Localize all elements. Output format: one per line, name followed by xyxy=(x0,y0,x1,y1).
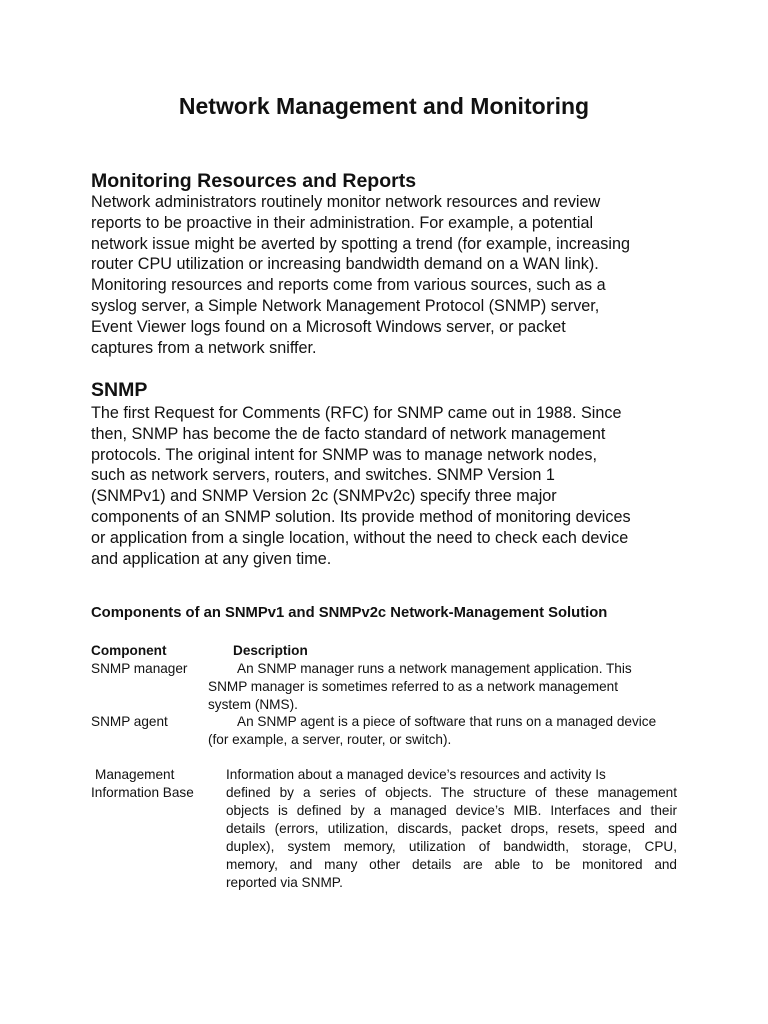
table-row-description-mib xyxy=(226,766,677,892)
paragraph-line: reports to be proactive in their administration. For example, a potential xyxy=(91,213,594,232)
paragraph-line: protocols. The original intent for SNMP was to manage network nodes, xyxy=(91,445,597,464)
paragraph-line: and application at any given time. xyxy=(91,549,332,568)
table-row-component-mib-line-2: Information Base xyxy=(91,785,194,800)
paragraph-line: Event Viewer logs found on a Microsoft Windows server, or packet xyxy=(91,317,566,336)
section-paragraph-snmp xyxy=(91,403,691,569)
paragraph-line: Monitoring resources and reports come from various sources, such as a xyxy=(91,276,606,295)
document-title: Network Management and Monitoring xyxy=(178,93,590,119)
description-line: system (NMS). xyxy=(208,697,298,712)
paragraph-line: then, SNMP has become the de facto standard of network management xyxy=(91,424,606,443)
table-caption: Components of an SNMPv1 and SNMPv2c Network-Management Solution xyxy=(91,605,608,621)
paragraph-line: (SNMPv1) and SNMP Version 2c (SNMPv2c) specify three major xyxy=(91,487,557,506)
paragraph-line: syslog server, a Simple Network Management Protocol (SNMP) server, xyxy=(91,296,600,315)
paragraph-line: network issue might be averted by spotting a trend (for example, increasing xyxy=(91,234,630,253)
paragraph-line: or application from a single location, without the need to check each device xyxy=(91,528,629,547)
table-row-description-snmp-agent xyxy=(208,713,656,749)
description-line: Information about a managed device’s resources and activity Is xyxy=(226,767,606,782)
paragraph-line: components of an SNMP solution. Its provide method of monitoring devices xyxy=(91,507,631,526)
paragraph-line: Network administrators routinely monitor network resources and review xyxy=(91,193,601,211)
description-line: An SNMP manager runs a network management application. This xyxy=(237,661,632,676)
description-line: reported via SNMP. xyxy=(226,875,343,890)
table-row-description-snmp-manager xyxy=(208,660,632,714)
description-line: memory, and many other details are able to be monitored and xyxy=(226,857,677,872)
table-row-component-snmp-agent: SNMP agent xyxy=(91,714,168,729)
table-row-component-mib-line-1: Management xyxy=(95,767,175,782)
description-line: details (errors, utilization, discards, packet drops, resets, speed and xyxy=(226,821,677,836)
description-line: (for example, a server, router, or switch). xyxy=(208,732,452,747)
paragraph-line: The first Request for Comments (RFC) for SNMP came out in 1988. Since xyxy=(91,404,622,422)
description-line: objects is defined by a managed device’s MIB. Interfaces and their xyxy=(226,803,677,818)
section-heading-snmp: SNMP xyxy=(91,379,148,401)
section-paragraph-monitoring xyxy=(91,192,691,358)
paragraph-line: such as network servers, routers, and switches. SNMP Version 1 xyxy=(91,466,555,485)
description-line: An SNMP agent is a piece of software that runs on a managed device xyxy=(237,714,657,729)
column-header-component: Component xyxy=(91,643,167,658)
column-header-description: Description xyxy=(233,643,308,658)
paragraph-line: router CPU utilization or increasing bandwidth demand on a WAN link). xyxy=(91,255,599,274)
section-heading-monitoring: Monitoring Resources and Reports xyxy=(91,170,417,192)
description-line: SNMP manager is sometimes referred to as a network management xyxy=(208,679,619,694)
paragraph-line: captures from a network sniffer. xyxy=(91,338,317,357)
description-line: duplex), system memory, utilization of bandwidth, storage, CPU, xyxy=(226,839,677,854)
description-line: defined by a series of objects. The structure of these management xyxy=(226,785,677,800)
table-row-component-snmp-manager: SNMP manager xyxy=(91,661,188,676)
